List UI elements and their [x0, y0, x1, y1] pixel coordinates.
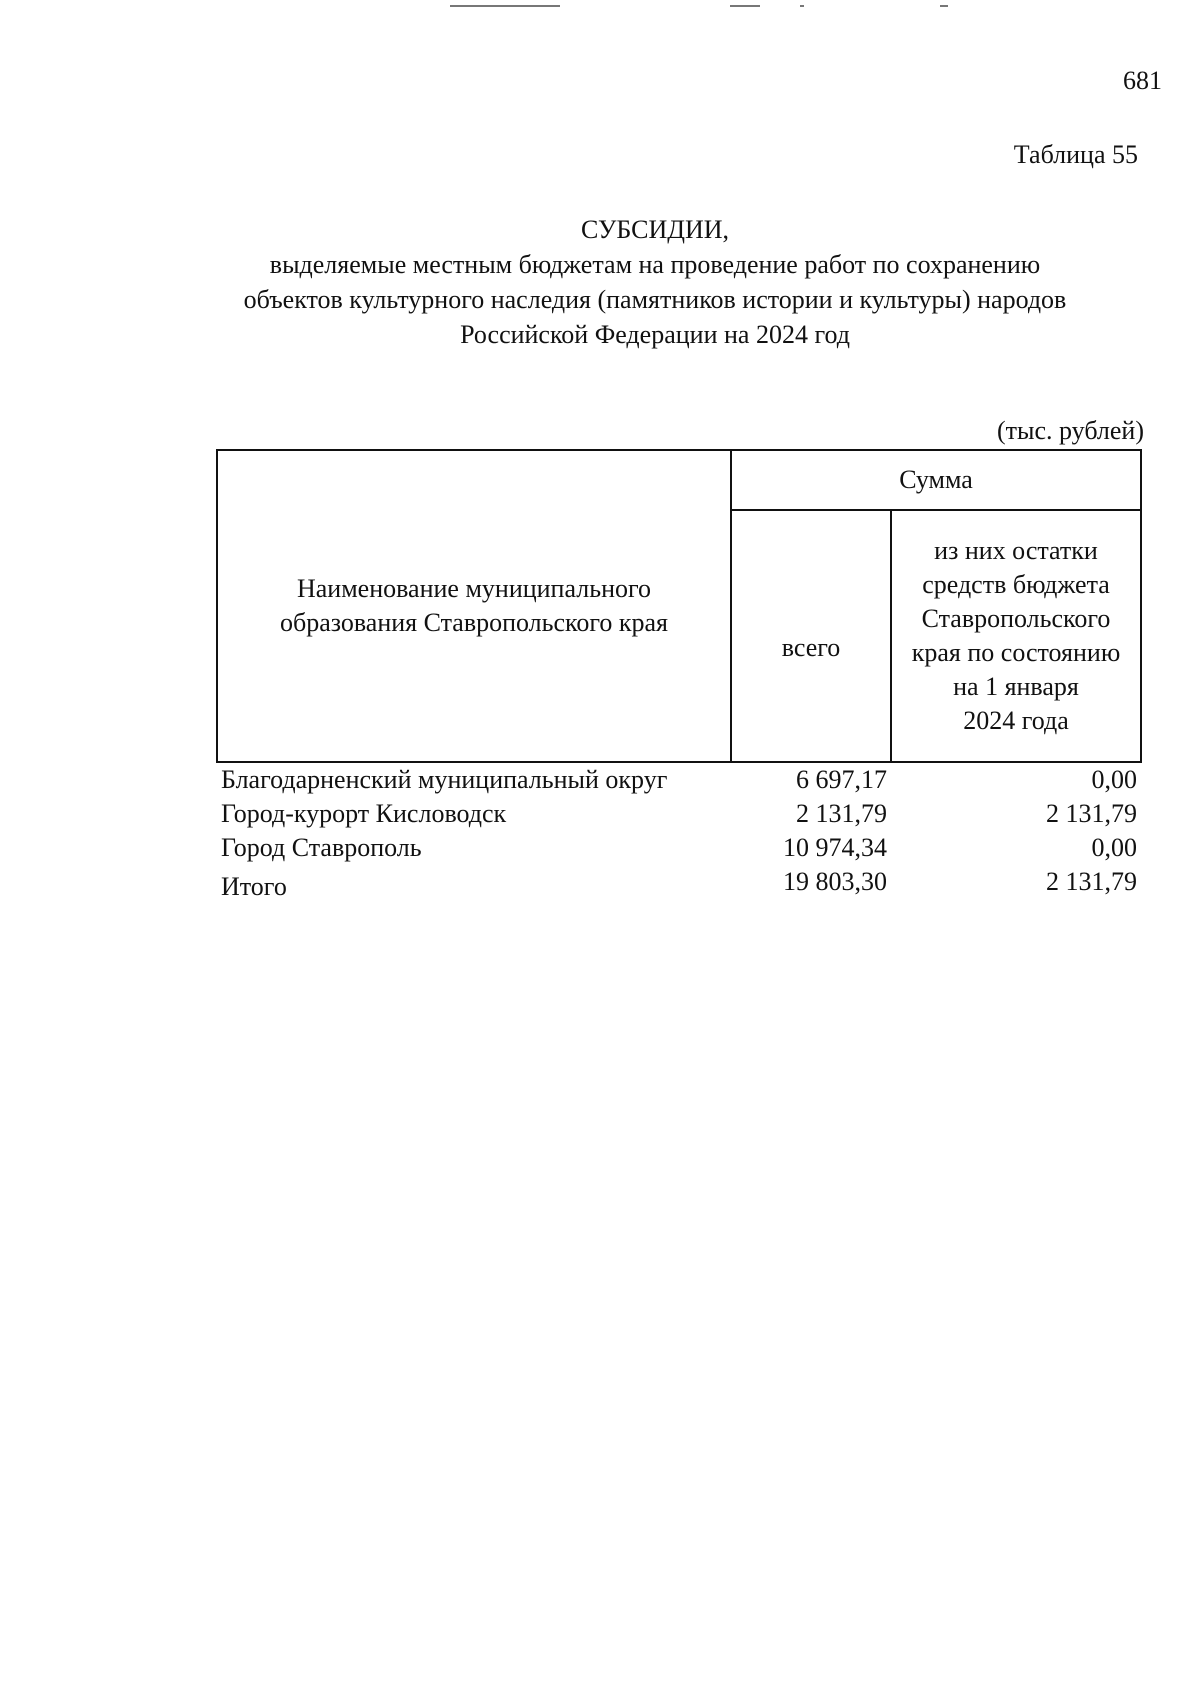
header-remainder-line-5: на 1 января	[953, 672, 1079, 701]
row-remainder: 2 131,79	[1046, 799, 1137, 828]
row-name: Город Ставрополь	[221, 833, 422, 862]
total-row-total: 19 803,30	[783, 867, 887, 896]
header-remainder-line-3: Ставропольского	[921, 604, 1111, 633]
total-row-name: Итого	[221, 872, 287, 901]
title-line-3: Российской Федерации на 2024 год	[460, 320, 850, 349]
title-main: СУБСИДИИ,	[580, 215, 730, 244]
row-total: 6 697,17	[796, 765, 887, 794]
document-title	[210, 212, 1100, 352]
subsidies-table	[216, 449, 1142, 904]
total-row	[217, 865, 1141, 904]
row-total: 10 974,34	[783, 833, 887, 862]
table-row	[217, 762, 1141, 797]
header-name-column	[217, 450, 731, 762]
row-remainder: 0,00	[1091, 833, 1137, 862]
table-label: Таблица 55	[1013, 140, 1138, 169]
title-line-1: выделяемые местным бюджетам на проведение работ по сохранению	[269, 250, 1041, 279]
scan-artifact-marks	[0, 0, 1200, 14]
page-number: 681	[1123, 66, 1162, 95]
header-remainder-line-1: из них остатки	[934, 536, 1098, 565]
header-name-line-2: образования Ставропольского края	[279, 608, 669, 637]
header-total-column: всего	[731, 510, 891, 762]
table-row	[217, 831, 1141, 865]
header-sum-group: Сумма	[731, 450, 1141, 510]
row-name: Благодарненский муниципальный округ	[221, 765, 668, 794]
header-remainder-line-2: средств бюджета	[922, 570, 1110, 599]
header-remainder-column	[891, 510, 1141, 762]
row-total: 2 131,79	[796, 799, 887, 828]
total-row-remainder: 2 131,79	[1046, 867, 1137, 896]
units-label: (тыс. рублей)	[996, 416, 1144, 445]
title-line-2: объектов культурного наследия (памятников истории и культуры) народов	[243, 285, 1067, 314]
header-remainder-line-6: 2024 года	[963, 706, 1069, 735]
table-row	[217, 797, 1141, 831]
header-name-line-1: Наименование муниципального	[296, 574, 652, 603]
row-name: Город-курорт Кисловодск	[221, 799, 507, 828]
row-remainder: 0,00	[1091, 765, 1137, 794]
header-remainder-line-4: края по состоянию	[911, 638, 1121, 667]
